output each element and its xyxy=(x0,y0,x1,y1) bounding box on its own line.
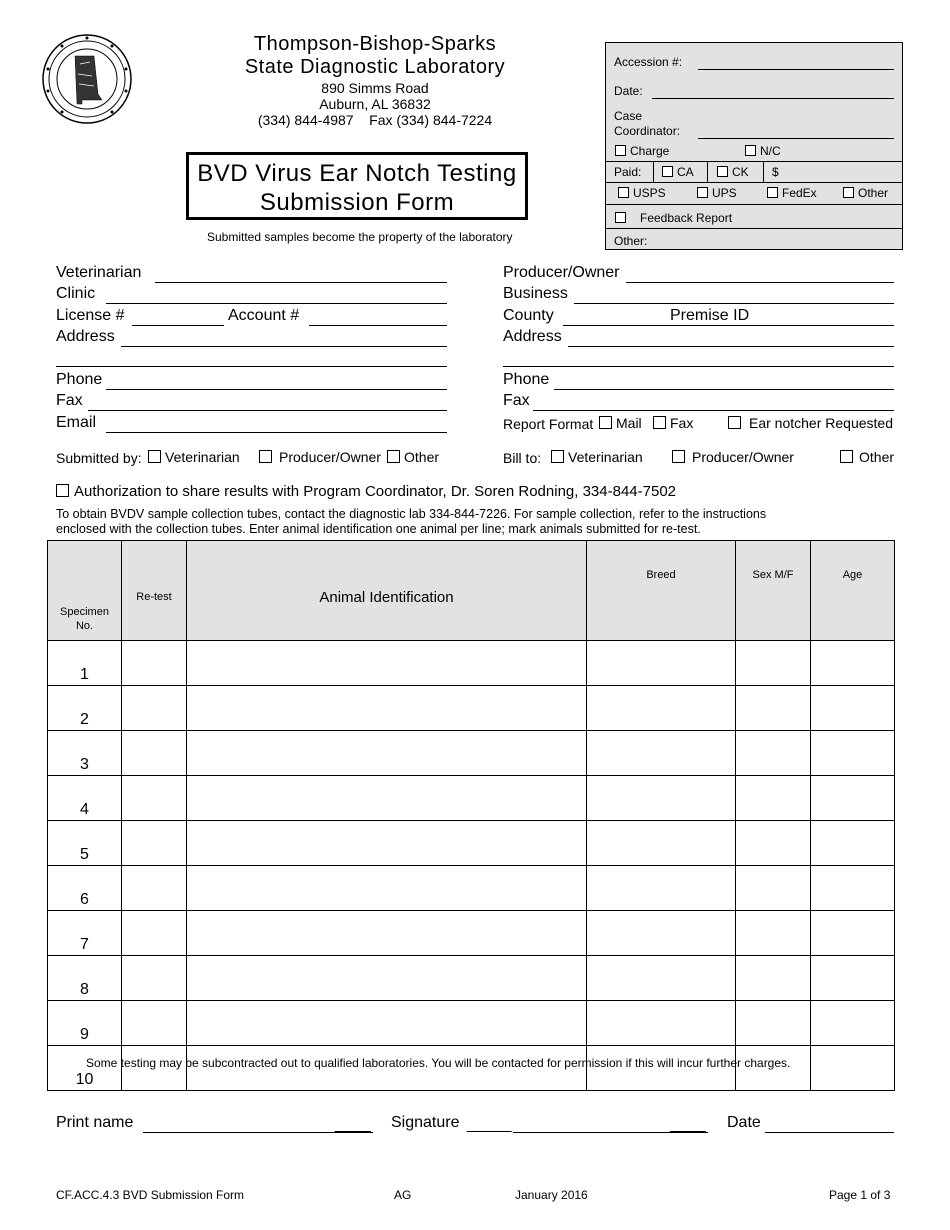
sex-header: Sex M/F xyxy=(736,541,811,641)
report-format-label: Report Format xyxy=(503,416,594,432)
veterinarian-input[interactable] xyxy=(155,282,447,283)
age-cell[interactable] xyxy=(811,821,895,866)
fedex-option[interactable]: FedEx xyxy=(767,186,817,200)
age-cell[interactable] xyxy=(811,776,895,821)
veterinarian-label: Veterinarian xyxy=(56,264,142,281)
charge-option[interactable]: Charge xyxy=(615,144,669,158)
form-code: CF.ACC.4.3 BVD Submission Form xyxy=(56,1188,245,1202)
sex-cell[interactable] xyxy=(736,956,811,1001)
submitted-other-checkbox[interactable] xyxy=(387,450,400,463)
animal-id-cell[interactable] xyxy=(187,776,587,821)
retest-cell[interactable] xyxy=(122,686,187,731)
account-input[interactable] xyxy=(309,325,447,326)
retest-cell[interactable] xyxy=(122,731,187,776)
retest-cell[interactable] xyxy=(122,911,187,956)
producer-address-input[interactable] xyxy=(568,346,894,347)
lab-header xyxy=(200,33,550,128)
specimen-number: 3 xyxy=(48,731,122,776)
submitted-by-other[interactable]: Other xyxy=(387,449,439,465)
org-name-line2: State Diagnostic Laboratory xyxy=(244,56,506,78)
producer-phone-input[interactable] xyxy=(554,389,894,390)
signature-blank: _____ xyxy=(467,1116,512,1133)
premise-id-label: Premise ID xyxy=(670,307,750,324)
retest-cell[interactable] xyxy=(122,641,187,686)
submitted-vet-checkbox[interactable] xyxy=(148,450,161,463)
animal-id-cell[interactable] xyxy=(187,641,587,686)
usps-checkbox[interactable] xyxy=(618,187,629,198)
org-name-line1: Thompson-Bishop-Sparks xyxy=(253,33,497,55)
instructions-line2: enclosed with the collection tubes. Enter animal identification one animal per line; mark animals submitted for re-test. xyxy=(56,522,701,536)
business-input[interactable] xyxy=(574,303,894,304)
feedback-option[interactable]: Feedback Report xyxy=(615,211,732,225)
breed-header: Breed xyxy=(587,541,736,641)
sex-cell[interactable] xyxy=(736,1001,811,1046)
page-number: Page 1 of 3 xyxy=(829,1188,891,1202)
sex-cell[interactable] xyxy=(736,911,811,956)
specimen-number: 1 xyxy=(48,641,122,686)
ups-checkbox[interactable] xyxy=(697,187,708,198)
shipping-other-option[interactable]: Other xyxy=(843,186,888,200)
submitted-by-veterinarian[interactable]: Veterinarian xyxy=(148,449,240,465)
sex-cell[interactable] xyxy=(736,686,811,731)
table-row xyxy=(48,866,895,911)
bill-to-other[interactable]: Other xyxy=(840,449,894,465)
license-label: License # xyxy=(56,307,125,324)
usps-option[interactable]: USPS xyxy=(618,186,666,200)
fax-option[interactable]: Fax xyxy=(653,415,693,431)
vet-phone-label: Phone xyxy=(56,371,103,388)
breed-cell[interactable] xyxy=(587,641,736,686)
producer-address-label: Address xyxy=(503,328,562,345)
date-input[interactable] xyxy=(765,1132,894,1133)
specimen-table xyxy=(47,540,895,1091)
table-header-row xyxy=(48,541,895,641)
vet-fax-input[interactable] xyxy=(88,410,447,411)
ear-notcher-option[interactable]: Ear notcher Requested xyxy=(728,415,893,431)
mail-option[interactable]: Mail xyxy=(599,415,642,431)
sex-cell[interactable] xyxy=(736,776,811,821)
authorization-option[interactable] xyxy=(56,483,676,500)
print-name-label: Print name xyxy=(56,1114,134,1131)
specimen-number: 10 xyxy=(48,1046,122,1091)
animal-id-cell[interactable] xyxy=(187,821,587,866)
sex-cell[interactable] xyxy=(736,866,811,911)
signature-label: Signature xyxy=(391,1114,460,1131)
sex-cell[interactable] xyxy=(736,821,811,866)
feedback-checkbox[interactable] xyxy=(615,212,626,223)
vet-phone-input[interactable] xyxy=(106,389,447,390)
vet-email-label: Email xyxy=(56,414,97,431)
vet-email-input[interactable] xyxy=(106,432,447,433)
retest-cell[interactable] xyxy=(122,866,187,911)
breed-cell[interactable] xyxy=(587,866,736,911)
retest-cell[interactable] xyxy=(122,776,187,821)
authorization-checkbox[interactable] xyxy=(56,484,69,497)
footer-date: January 2016 xyxy=(515,1188,588,1202)
retest-cell[interactable] xyxy=(122,956,187,1001)
charge-checkbox[interactable] xyxy=(615,145,626,156)
alabama-seal-logo xyxy=(42,34,132,124)
age-cell[interactable] xyxy=(811,1046,895,1091)
breed-cell[interactable] xyxy=(587,821,736,866)
ck-option[interactable]: CK xyxy=(717,165,749,179)
specimen-number: 8 xyxy=(48,956,122,1001)
bill-producer-checkbox[interactable] xyxy=(672,450,685,463)
admin-date-input[interactable] xyxy=(652,98,894,99)
breed-cell[interactable] xyxy=(587,911,736,956)
producer-fax-input[interactable] xyxy=(533,410,894,411)
vet-address-label: Address xyxy=(56,328,115,345)
instructions xyxy=(56,507,766,537)
fedex-checkbox[interactable] xyxy=(767,187,778,198)
animal-id-cell[interactable] xyxy=(187,866,587,911)
account-label: Account # xyxy=(228,307,300,324)
age-cell[interactable] xyxy=(811,1001,895,1046)
lab-use-box xyxy=(605,42,903,250)
lab-phone-fax: (334) 844-4987 Fax (334) 844-7224 xyxy=(257,112,493,128)
table-row xyxy=(48,641,895,686)
bill-to-label: Bill to: xyxy=(503,450,542,466)
property-note: Submitted samples become the property of the laboratory xyxy=(207,230,513,244)
animal-id-cell[interactable] xyxy=(187,1001,587,1046)
ca-checkbox[interactable] xyxy=(662,166,673,177)
print-name-blank: ____ xyxy=(335,1116,371,1133)
breed-cell[interactable] xyxy=(587,776,736,821)
retest-header: Re-test xyxy=(122,541,187,641)
footer-initials: AG xyxy=(394,1188,412,1202)
clinic-label: Clinic xyxy=(56,285,96,302)
age-cell[interactable] xyxy=(811,956,895,1001)
specimen-number: 6 xyxy=(48,866,122,911)
specimen-number: 7 xyxy=(48,911,122,956)
bill-other-checkbox[interactable] xyxy=(840,450,853,463)
breed-cell[interactable] xyxy=(587,731,736,776)
table-row xyxy=(48,776,895,821)
animal-id-cell[interactable] xyxy=(187,686,587,731)
breed-cell[interactable] xyxy=(587,686,736,731)
admin-date-label: Date: xyxy=(614,84,643,98)
producer-address-input-2[interactable] xyxy=(503,366,894,367)
lab-address-city: Auburn, AL 36832 xyxy=(319,96,431,112)
specimen-number: 5 xyxy=(48,821,122,866)
authorization-text: Authorization to share results with Program Coordinator, Dr. Soren Rodning, 334-844-7502 xyxy=(74,483,676,500)
dollar-amount[interactable]: $ xyxy=(772,165,779,179)
table-row xyxy=(48,911,895,956)
animal-id-cell[interactable] xyxy=(187,731,587,776)
form-title-box xyxy=(186,152,528,220)
form-title-line2: Submission Form xyxy=(259,189,455,216)
county-input[interactable] xyxy=(563,325,894,326)
breed-cell[interactable] xyxy=(587,1001,736,1046)
form-title-line1: BVD Virus Ear Notch Testing xyxy=(197,160,517,187)
sex-cell[interactable] xyxy=(736,731,811,776)
coordinator-label-2: Coordinator: xyxy=(614,124,681,138)
signature-blank-2: ____ xyxy=(670,1116,706,1133)
lab-address-street: 890 Simms Road xyxy=(321,80,429,96)
nc-option[interactable]: N/C xyxy=(745,144,781,158)
vet-address-input[interactable] xyxy=(121,346,447,347)
producer-fax-label: Fax xyxy=(503,392,530,409)
producer-owner-input[interactable] xyxy=(626,282,894,283)
submitted-by-producer[interactable]: Producer/Owner xyxy=(259,449,381,465)
producer-phone-label: Phone xyxy=(503,371,550,388)
vet-address-input-2[interactable] xyxy=(56,366,447,367)
date-label: Date xyxy=(727,1114,761,1131)
report-format-row xyxy=(503,416,593,432)
ups-option[interactable]: UPS xyxy=(697,186,737,200)
accession-input[interactable] xyxy=(698,69,894,70)
county-label: County xyxy=(503,307,554,324)
mail-checkbox[interactable] xyxy=(599,416,612,429)
submitted-producer-checkbox[interactable] xyxy=(259,450,272,463)
age-cell[interactable] xyxy=(811,731,895,776)
producer-owner-label: Producer/Owner xyxy=(503,264,620,281)
age-cell[interactable] xyxy=(811,866,895,911)
license-input[interactable] xyxy=(132,325,224,326)
table-row xyxy=(48,731,895,776)
specimen-number: 9 xyxy=(48,1001,122,1046)
bill-to-veterinarian[interactable]: Veterinarian xyxy=(551,449,643,465)
ca-option[interactable]: CA xyxy=(662,165,694,179)
table-row xyxy=(48,956,895,1001)
shipping-other-checkbox[interactable] xyxy=(843,187,854,198)
paid-label: Paid: xyxy=(614,165,642,179)
age-cell[interactable] xyxy=(811,641,895,686)
instructions-line1: To obtain BVDV sample collection tubes, contact the diagnostic lab 334-844-7226. For sample collection, refer to the instructions xyxy=(56,507,767,521)
admin-other-label: Other: xyxy=(614,234,648,248)
accession-label: Accession #: xyxy=(614,55,683,69)
age-cell[interactable] xyxy=(811,686,895,731)
bill-vet-checkbox[interactable] xyxy=(551,450,564,463)
ear-notcher-checkbox[interactable] xyxy=(728,416,741,429)
specimen-no-header: Specimen No. xyxy=(48,541,122,641)
ck-checkbox[interactable] xyxy=(717,166,728,177)
clinic-input[interactable] xyxy=(106,303,447,304)
sex-cell[interactable] xyxy=(736,641,811,686)
coordinator-label-1: Case xyxy=(614,109,643,123)
coordinator-input[interactable] xyxy=(698,138,894,139)
animal-id-cell[interactable] xyxy=(187,911,587,956)
specimen-number: 2 xyxy=(48,686,122,731)
table-row xyxy=(48,686,895,731)
age-header: Age xyxy=(811,541,895,641)
table-row xyxy=(48,1001,895,1046)
submitted-by-label: Submitted by: xyxy=(56,450,142,466)
breed-cell[interactable] xyxy=(587,956,736,1001)
animal-id-header: Animal Identification xyxy=(187,541,587,641)
retest-cell[interactable] xyxy=(122,1001,187,1046)
retest-cell[interactable] xyxy=(122,821,187,866)
age-cell[interactable] xyxy=(811,911,895,956)
business-label: Business xyxy=(503,285,568,302)
specimen-number: 4 xyxy=(48,776,122,821)
vet-fax-label: Fax xyxy=(56,392,83,409)
nc-checkbox[interactable] xyxy=(745,145,756,156)
subcontract-note: Some testing may be subcontracted out to qualified laboratories. You will be contacted for permission if this will incur further charges. xyxy=(86,1056,791,1070)
fax-checkbox[interactable] xyxy=(653,416,666,429)
animal-id-cell[interactable] xyxy=(187,956,587,1001)
bill-to-producer[interactable]: Producer/Owner xyxy=(672,449,794,465)
table-row xyxy=(48,821,895,866)
